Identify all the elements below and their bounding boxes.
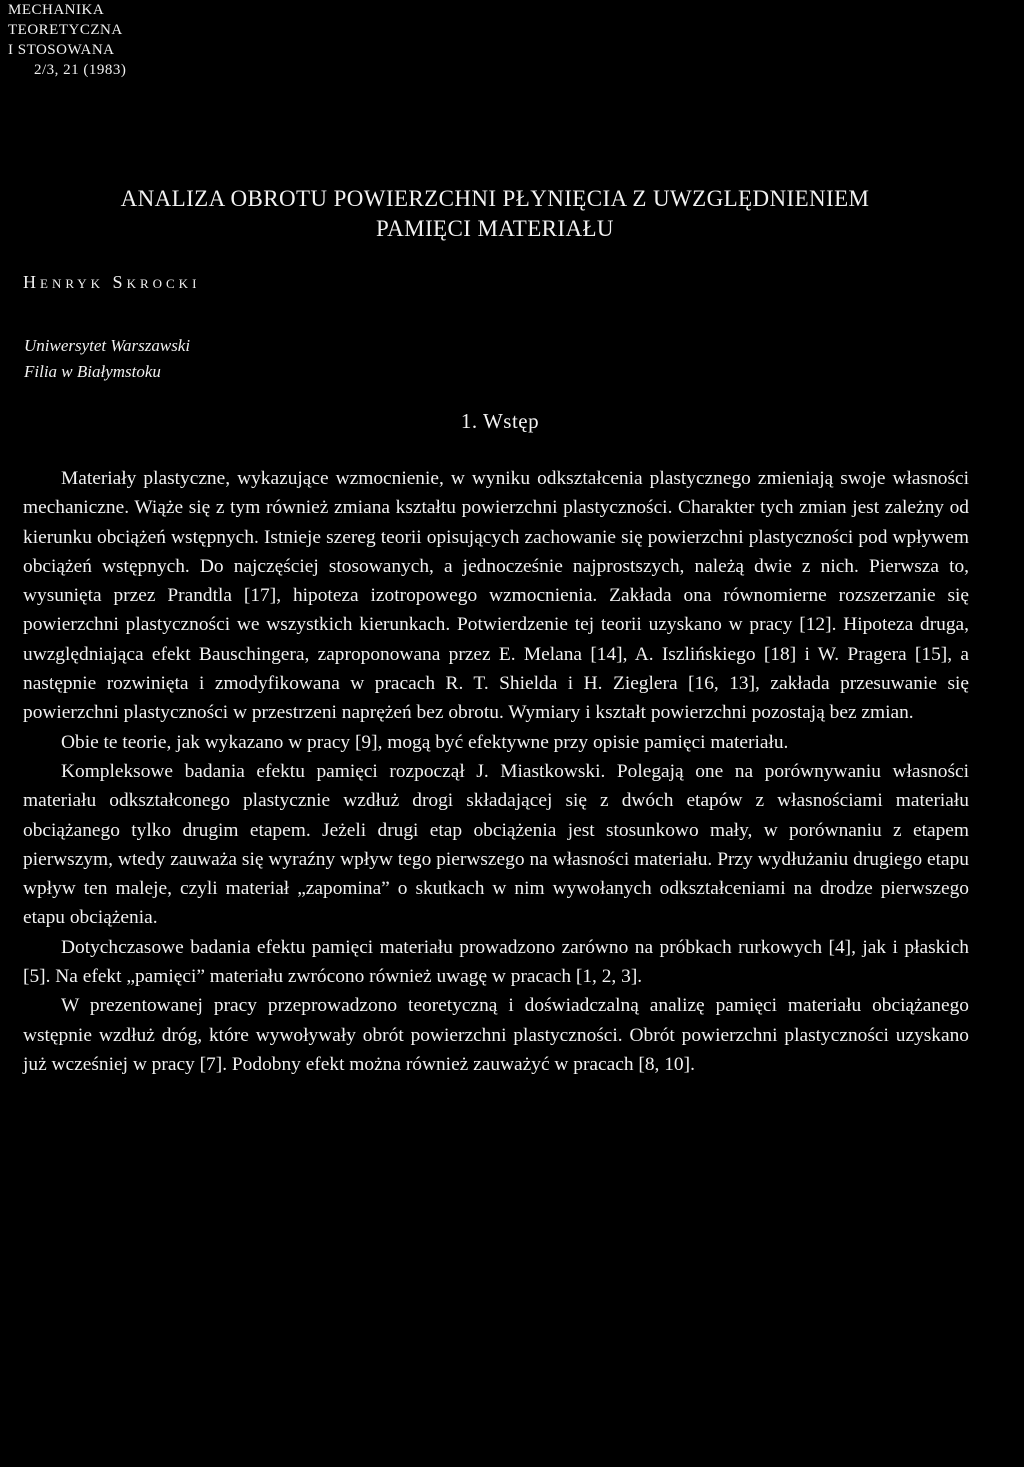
author-name: Henryk Skrocki	[23, 272, 201, 292]
journal-masthead	[8, 0, 126, 80]
paragraph-3: Kompleksowe badania efektu pamięci rozpoczął J. Miastkowski. Polegają one na porównywaniu własności materiału odkształconego plastycznie wzdłuż drogi składającej się z dwóch etapów z własnościami materiału obciążanego tylko drugim etapem. Jeżeli drugi etap obciążenia jest stosunkowo mały, w porównaniu z etapem pierwszym, wtedy zauważa się wyraźny wpływ tego pierwszego na własności materiału. Przy wydłużaniu drugiego etapu wpływ ten maleje, czyli materiał „zapomina” o skutkach w nim wywołanych odkształceniami na drodze pierwszego etapu obciążenia.	[23, 760, 969, 929]
affiliation	[24, 333, 190, 385]
affiliation-line-1: Uniwersytet Warszawski	[24, 336, 191, 355]
paragraph-4: Dotychczasowe badania efektu pamięci materiału prowadzono zarówno na próbkach rurkowych [4], jak i płaskich [5]. Na efekt „pamięci” materiału zwrócono również uwagę w pracach [1, 2, 3].	[23, 936, 969, 988]
affiliation-line-2: Filia w Białymstoku	[24, 362, 161, 381]
section-heading: 1. Wstęp	[460, 409, 540, 433]
paper-title-line-2: PAMIĘCI MATERIAŁU	[376, 216, 614, 241]
paper-title-line-1: ANALIZA OBROTU POWIERZCHNI PŁYNIĘCIA Z UWZGLĘDNIENIEM	[120, 186, 870, 211]
paragraph-2: Obie te teorie, jak wykazano w pracy [9], mogą być efektywne przy opisie pamięci materiału.	[61, 731, 789, 753]
journal-issue: 2/3, 21 (1983)	[34, 62, 127, 78]
paragraph-1: Materiały plastyczne, wykazujące wzmocnienie, w wyniku odkształcenia plastycznego zmieniają swoje własności mechaniczne. Wiąże się z tym również zmiana kształtu powierzchni plastyczności. Charakter tych zmian jest zależny od kierunku obciążeń wstępnych. Istnieje szereg teorii opisujących zachowanie się powierzchni plastyczności pod wpływem obciążeń wstępnych. Do najczęściej stosowanych, a jednocześnie najprostszych, należą dwie z nich. Pierwsza to, wysunięta przez Prandtla [17], hipoteza izotropowego wzmocnienia. Zakłada ona równomierne rozszerzanie się powierzchni plastyczności we wszystkich kierunkach. Potwierdzenie tej teorii uzyskano w pracy [12]. Hipoteza druga, uwzględniająca efekt Bauschingera, zaproponowana przez E. Melana [14], A. Iszlińskiego [18] i W. Pragera [15], a następnie rozwinięta i zmodyfikowana w pracach R. T. Shielda i H. Zieglera [16, 13], zakłada przesuwanie się powierzchni plastyczności w przestrzeni naprężeń bez obrotu. Wymiary i kształt powierzchni pozostają bez zmian.	[23, 468, 969, 724]
body-text	[23, 464, 969, 1079]
journal-name-line-2: TEORETYCZNA	[8, 22, 123, 38]
paper-title	[0, 184, 990, 244]
paragraph-5: W prezentowanej pracy przeprowadzono teoretyczną i doświadczalną analizę pamięci materiału obciążanego wstępnie wzdłuż dróg, które wywoływały obrót powierzchni plastyczności. Obrót powierzchni plastyczności uzyskano już wcześniej w pracy [7]. Podobny efekt można również zauważyć w pracach [8, 10].	[23, 995, 969, 1075]
journal-name-line-1: MECHANIKA	[8, 2, 105, 18]
journal-name-line-3: I STOSOWANA	[8, 42, 115, 58]
